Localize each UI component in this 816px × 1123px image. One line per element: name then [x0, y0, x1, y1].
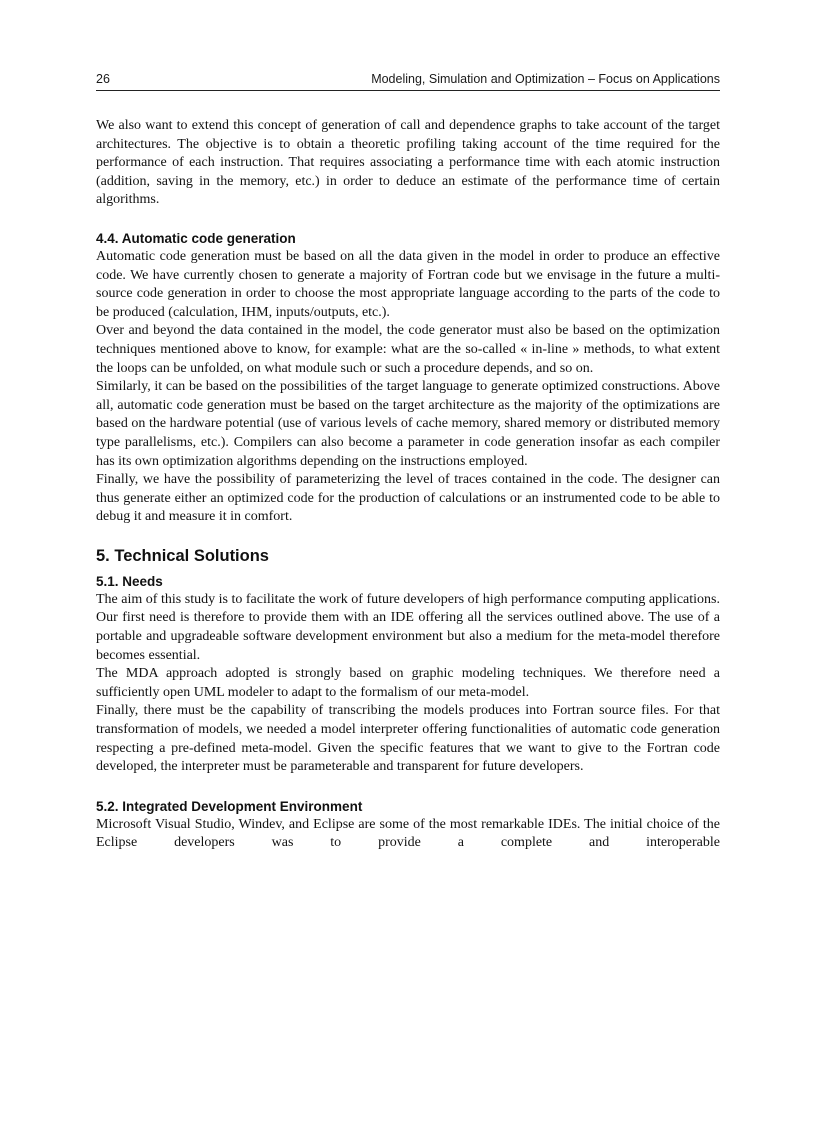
chapter-heading: 5. Technical Solutions [96, 546, 269, 565]
section-heading: 5.1. Needs [96, 573, 163, 589]
section-5-1 [96, 573, 720, 777]
page-body [96, 117, 720, 853]
paragraph: Over and beyond the data contained in the model, the code generator must also be based on the optimization techniques mentioned above to know, for example: what are the so-called « in-line » methods, to what extent the loops can be unfolded, on what module such or such a procedure depends, and so on. [96, 323, 720, 376]
paragraph: Similarly, it can be based on the possibilities of the target language to generate optimized constructions. Above all, automatic code generation must be based on the target architecture as the majority of the optimizations are based on the hardware potential (use of various levels of cache memory, shared memory or distributed memory type parallelisms, etc.). Compilers can also become a parameter in code generation insofar as each compiler has its own optimization algorithms depending on the instructions employed. [96, 379, 720, 469]
paragraph: Automatic code generation must be based on all the data given in the model in order to produce an effective code. We have currently chosen to generate a majority of Fortran code but we envisage in the future a multi-source code generation in order to choose the most appropriate language according to the parts of the code to be produced (calculation, IHM, inputs/outputs, etc.). [96, 248, 720, 320]
paragraph: Microsoft Visual Studio, Windev, and Eclipse are some of the most remarkable IDEs. The initial choice of the Eclipse developers was to provide a complete and interoperable [96, 816, 720, 851]
running-header [96, 72, 720, 86]
section-5-2 [96, 798, 720, 853]
paragraph: Finally, there must be the capability of transcribing the models produces into Fortran source files. For that transformation of models, we needed a model interpreter offering functionalities of automatic code generation respecting a pre-defined meta-model. Given the specific features that we want to give to the Fortran code developed, the interpreter must be parameterable and transparent for future developers. [96, 703, 720, 775]
paragraph: The MDA approach adopted is strongly based on graphic modeling techniques. We therefore need a sufficiently open UML modeler to adapt to the formalism of our meta-model. [96, 666, 720, 700]
running-title: Modeling, Simulation and Optimization – Focus on Applications [371, 72, 720, 86]
paragraph: The aim of this study is to facilitate the work of future developers of high performance computing applications. Our first need is therefore to provide them with an IDE offering all the services outlined above. The use of a portable and upgradeable software development environment but also a medium for the meta-model therefore becomes essential. [96, 591, 720, 663]
section-4-4 [96, 230, 720, 527]
header-divider [96, 90, 720, 91]
intro-paragraph: We also want to extend this concept of generation of call and dependence graphs to take account of the target architectures. The objective is to obtain a theoretic profiling taking account of the time required for the performance of each instruction. That requires associating a performance time with each atomic instruction (addition, saving in the memory, etc.) in order to deduce an estimate of the performance time of certain algorithms. [96, 118, 720, 208]
page-number: 26 [96, 72, 110, 86]
paragraph: Finally, we have the possibility of parameterizing the level of traces contained in the code. The designer can thus generate either an optimized code for the production of calculations or an instrumented code to be able to debug it and measure it in comfort. [96, 472, 720, 525]
section-heading: 5.2. Integrated Development Environment [96, 798, 363, 814]
section-heading: 4.4. Automatic code generation [96, 230, 296, 246]
